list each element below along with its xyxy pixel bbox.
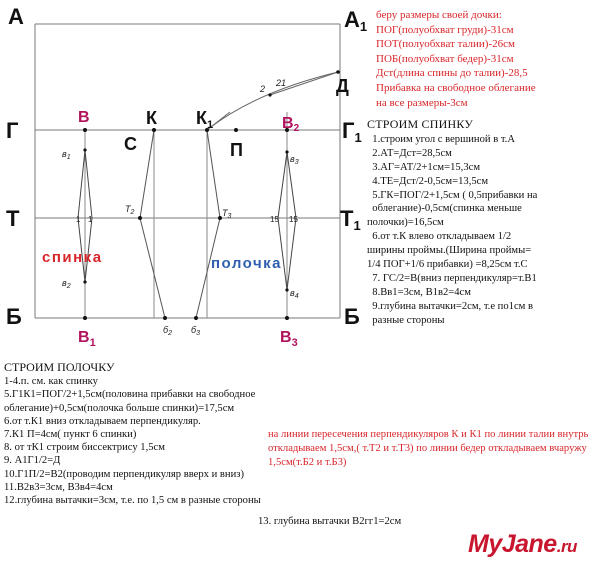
dot-T2	[138, 216, 142, 220]
logo-tld: .ru	[556, 537, 577, 556]
back-step-line: 4.ТЕ=Дст/2-0,5см=13,5см	[367, 175, 489, 187]
waist-hip-note: на линии пересечения перпендикуляров К и К1 по линии талии внутрь откладываем 1,5см,( т.Т2 и т.Т3) по линии бедер откладываем вчаружу 1,5см(т.Б2 и т.Б3)	[268, 429, 589, 468]
point-K: К	[146, 108, 157, 128]
back-steps-title: СТРОИМ СПИНКУ	[367, 117, 474, 131]
dot-K	[152, 128, 156, 132]
point-P: П	[230, 140, 243, 160]
label-back: спинка	[42, 249, 103, 266]
corner-T1: Т1	[340, 206, 361, 233]
measurement-line: ПОГ(полуобхват груди)-31см	[376, 23, 514, 36]
back-step-line: облегание)-0,5см(спинка меньше	[367, 203, 522, 215]
vertical-lines	[85, 112, 287, 318]
measurement-line: Прибавка на свободное облегание	[376, 81, 536, 94]
dart-mark-15b: 15	[289, 215, 298, 224]
front-step-line: 6.от т.К1 вниз откладываем перпендикуляр.	[4, 415, 201, 427]
back-step-line: 1.строим угол с вершиной в т.А	[367, 133, 515, 145]
point-V1: $В_1$	[78, 329, 96, 349]
seam-back-lower	[140, 218, 165, 318]
back-step-line: полочки)=16,5см	[367, 217, 444, 229]
frame-lines	[35, 24, 340, 318]
seam-back-upper	[140, 130, 154, 218]
front-step-line: 11.В2в3=3см, В3в4=4см	[4, 481, 113, 493]
measurements-title: беру размеры своей дочки:	[376, 9, 502, 21]
measurements-list	[376, 23, 598, 111]
corner-A: А	[8, 4, 24, 29]
corner-G: Г	[6, 118, 19, 143]
back-step-line: ширины проймы.(Ширина проймы=	[367, 245, 532, 257]
front-step-line: 12.глубина вытачки=3см, т.е. по 1,5 см в разные стороны	[4, 495, 261, 507]
back-step-line: разные стороны	[367, 314, 445, 326]
front-steps-block	[4, 361, 274, 507]
point-T3: $Т_3$	[222, 208, 232, 220]
dot-b3	[285, 150, 288, 153]
point-D: Д	[336, 76, 349, 96]
point-T2: $Т_2$	[125, 204, 135, 216]
back-step-line: 9.глубина вытачки=2см, т.е по1см в	[367, 300, 533, 312]
dot-B2	[163, 316, 167, 320]
back-step-line: 1/4 ПОГ+1/6 прибавки) =8,25см т.С	[367, 259, 528, 271]
point-C: С	[124, 134, 137, 154]
dart-mark-15a: 15	[270, 215, 279, 224]
front-step-line: 5.Г1К1=ПОГ/2+1,5см(половина прибавки на свободное облегание)+0,5см(полочка больше спинки)=17,5см	[4, 389, 256, 414]
dot-b4	[285, 288, 288, 291]
back-step-line: 8.Вв1=3см, В1в2=4см	[367, 286, 471, 298]
point-b2: $в_2$	[62, 278, 71, 290]
corner-G1: Г1	[342, 118, 362, 145]
measurement-line: на все размеры-3см	[376, 96, 468, 109]
point-2: 2	[260, 84, 266, 94]
dot-B3	[194, 316, 198, 320]
corner-T: Т	[6, 206, 20, 231]
logo-main: MyJane	[468, 530, 557, 558]
corner-B: Б	[6, 304, 22, 329]
armhole-curve	[207, 72, 338, 130]
dot-b2	[83, 280, 86, 283]
label-front: полочка	[211, 255, 283, 272]
point-b3: $в_3$	[290, 154, 299, 166]
dot-P	[234, 128, 238, 132]
measurement-line: ПОТ(полуобхват талии)-26см	[376, 38, 515, 51]
back-steps-block	[367, 118, 597, 328]
back-steps-list	[367, 133, 597, 328]
point-V3: $В_3$	[280, 329, 298, 349]
front-steps-title: СТРОИМ ПОЛОЧКУ	[4, 360, 115, 374]
back-step-line: 7. ГС/2=В(вниз перпендикуляр=т.В1	[367, 272, 537, 284]
dot-D	[336, 70, 340, 74]
dot-21	[268, 93, 271, 96]
point-V: В	[78, 109, 90, 126]
measurement-line: Дст(длина спины до талии)-28,5	[376, 67, 528, 80]
seam-front-upper	[207, 130, 220, 218]
front-steps-list	[4, 375, 274, 507]
dot-V3	[285, 316, 289, 320]
back-step-line: 2.АТ=Дст=28,5см	[367, 147, 452, 159]
corner-B1: Б	[344, 304, 360, 329]
front-step-line: 7.К1 П=4см( пункт 6 спинки)	[4, 429, 137, 441]
front-step-line: 8. от тК1 строим биссектрису 1,5см	[4, 442, 165, 454]
curves	[207, 72, 338, 130]
dart-mark-1b: 1	[88, 215, 93, 224]
measurements-block	[376, 8, 598, 110]
dart-mark-1a: 1	[76, 215, 81, 224]
step-13: 13. глубина вытачки В2гг1=2см	[258, 516, 402, 527]
point-B3: $б_3$	[191, 325, 200, 337]
point-V2: В2	[282, 115, 300, 134]
front-step-line: 10.Г1П/2=В2(проводим перпендикуляр вверх и вниз)	[4, 468, 244, 480]
front-step-line: 9. А1Г1/2=Д	[4, 455, 61, 467]
point-K1: $К_1$	[196, 108, 214, 131]
back-step-line: 6.от т.К влево откладываем 1/2	[367, 231, 512, 243]
point-dots	[83, 70, 340, 320]
corner-A1: А1	[344, 7, 368, 34]
point-b4: $в_4$	[290, 288, 299, 300]
back-step-line: 5.ГК=ПОГ/2+1,5см ( 0,5прибавки на	[367, 189, 538, 201]
dot-V1	[83, 316, 87, 320]
point-B2: $б_2$	[163, 325, 172, 337]
site-logo	[468, 530, 577, 559]
dot-V	[83, 128, 87, 132]
point-21: 21	[276, 78, 287, 88]
back-step-line: 3.АГ=АТ/2+1см=15,3см	[367, 161, 481, 173]
front-step-line: 1-4.п. см. как спинку	[4, 376, 98, 388]
point-b1: $в_1$	[62, 149, 71, 161]
dot-b1	[83, 148, 86, 151]
measurement-line: ПОБ(полуобхват бедер)-31см	[376, 52, 514, 65]
side-seams	[140, 130, 220, 318]
